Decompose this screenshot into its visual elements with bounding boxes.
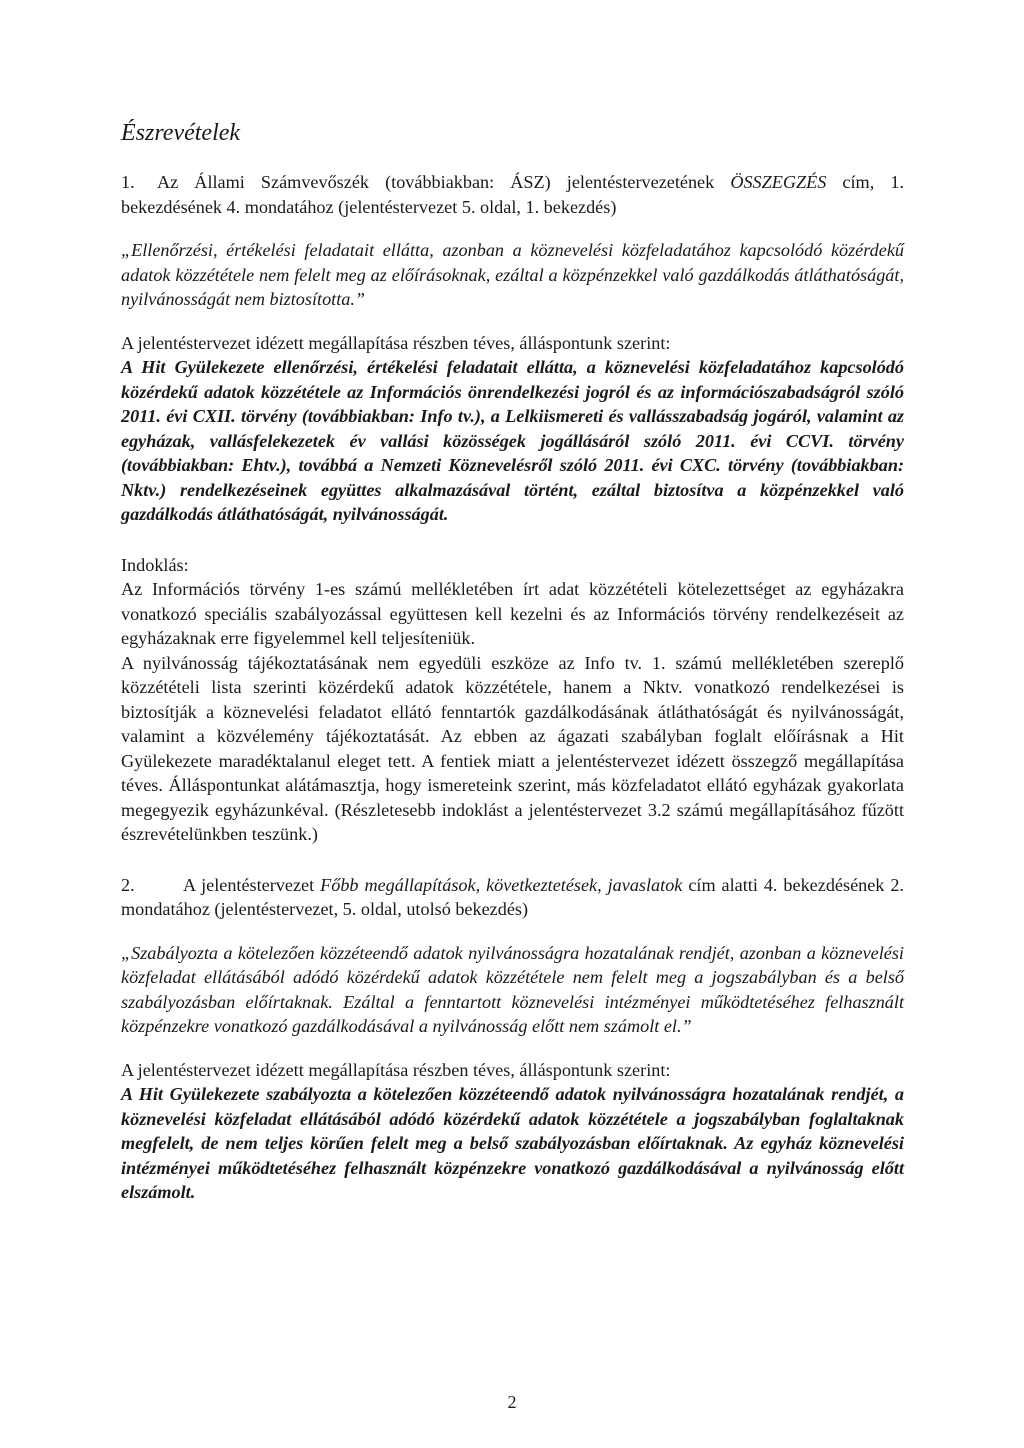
- section-2-position: A Hit Gyülekezete szabályozta a kötelezően közzéteendő adatok nyilvánosságra hozatalának rendjét, a köznevelési közfeladat ellátásából adódó közérdekű adatok közzététele a jogszabályban foglaltaknak megfelelt, de nem teljes körűen felelt meg a belső szabályozásban előírtaknak. Az egyház köznevelési intézményei működtetéséhez felhasznált közpénzekre vonatkozó gazdálkodásával a nyilvánosság előtt elszámolt.: [121, 1084, 904, 1202]
- section-1-reason-paragraph-1: Az Információs törvény 1-es számú mellékletében írt adat közzétételi kötelezettséget az egyházakra vonatkozó speciális szabályozással együttesen kell kezelni és az Információs törvény rendelkezéseit az egyházaknak erre figyelemmel kell teljesíteniük.: [121, 579, 904, 648]
- section-1-intro: [121, 170, 904, 219]
- section-1-reason-label: Indoklás:: [121, 554, 189, 575]
- section-2-position-intro: A jelentéstervezet idézett megállapítása részben téves, álláspontunk szerint:: [121, 1059, 671, 1080]
- section-1-number: 1.: [121, 172, 135, 192]
- section-2-intro-text-b: cím alatti 4. bekezdésének 2. mondatához (jelentéstervezet, 5. oldal, utolsó bekezdés): [121, 874, 904, 919]
- section-1-position-intro: A jelentéstervezet idézett megállapítása részben téves, álláspontunk szerint:: [121, 332, 671, 353]
- section-1-reason-paragraph-2: A nyilvánosság tájékoztatásának nem egyedüli eszköze az Info tv. 1. számú mellékletében szereplő közzétételi lista szerinti közérdekű adatok közzététele, hanem a Nktv. vonatkozó rendelkezései is biztosítják a köznevelési feladatot ellátó fenntartók gazdálkodásának átláthatóságát és nyilvánosságát, valamint a közvélemény tájékoztatását. Az ebben az ágazati szabályban foglalt előírásnak a Hit Gyülekezete maradéktalanul eleget tett. A fentiek miatt a jelentéstervezet idézett összegző megállapítása téves. Álláspontunkat alátámasztja, hogy ismereteink szerint, más közfeladatot ellátó egyházak gyakorlata megegyezik egyházunkéval. (Részletesebb indoklást a jelentéstervezet 3.2 számú megállapításához fűzött észrevételünkben teszünk.): [121, 652, 904, 844]
- section-1-position: A Hit Gyülekezete ellenőrzési, értékelési feladatait ellátta, a köznevelési közfeladatához kapcsolódó közérdekű adatok közzététele az Információs önrendelkezési jogról és az információszabadságról szóló 2011. évi CXII. törvény (továbbiakban: Info tv.), a Lelkiismereti és vallásszabadság jogáról, valamint az egyházak, vallásfelekezetek év vallási közösségek jogállásáról szóló 2011. évi CCVI. törvény (továbbiakban: Ehtv.), továbbá a Nemzeti Köznevelésről szóló 2011. évi CXC. törvény (továbbiakban: Nktv.) rendelkezéseinek együttes alkalmazásával történt, ezáltal biztosítva a közpénzekkel való gazdálkodás átláthatóságát, nyilvánosságát.: [121, 357, 904, 524]
- section-2-number: 2.: [121, 874, 135, 895]
- section-2-quote: „Szabályozta a kötelezően közzéteendő adatok nyilvánosságra hozatalának rendjét, azonban a köznevelési közfeladat ellátásából adódó közérdekű adatok közzététele nem felelt meg a jogszabályban és a belső szabályozásban előírtaknak. Ezáltal a fenntartott köznevelési intézményei működtetéséhez felhasznált közpénzekre vonatkozó gazdálkodásával a nyilvánosság előtt nem számolt el.”: [121, 942, 904, 1036]
- section-1-quote: „Ellenőrzési, értékelési feladatait ellátta, azonban a köznevelési közfeladatához kapcsolódó közérdekű adatok közzététele nem felelt meg az előírásoknak, ezáltal a közpénzekkel való gazdálkodás átláthatóságát, nyilvánosságát nem biztosította.”: [121, 240, 904, 309]
- document-heading: Észrevételek: [121, 120, 241, 146]
- section-2-intro: [121, 873, 904, 922]
- section-2-intro-text-a: A jelentéstervezet: [183, 874, 321, 895]
- section-1-intro-emphasis: ÖSSZEGZÉS: [730, 172, 827, 192]
- section-2-intro-emphasis: Főbb megállapítások, következtetések, javaslatok: [320, 874, 683, 895]
- section-1-intro-text-b: cím, 1. bekezdésének 4. mondatához (jelentéstervezet 5. oldal, 1. bekezdés): [121, 172, 904, 217]
- section-1-intro-text-a: Az Állami Számvevőszék (továbbiakban: ÁSZ) jelentéstervezetének: [157, 172, 731, 192]
- document-page: [121, 118, 904, 1205]
- page-number: 2: [507, 1392, 517, 1412]
